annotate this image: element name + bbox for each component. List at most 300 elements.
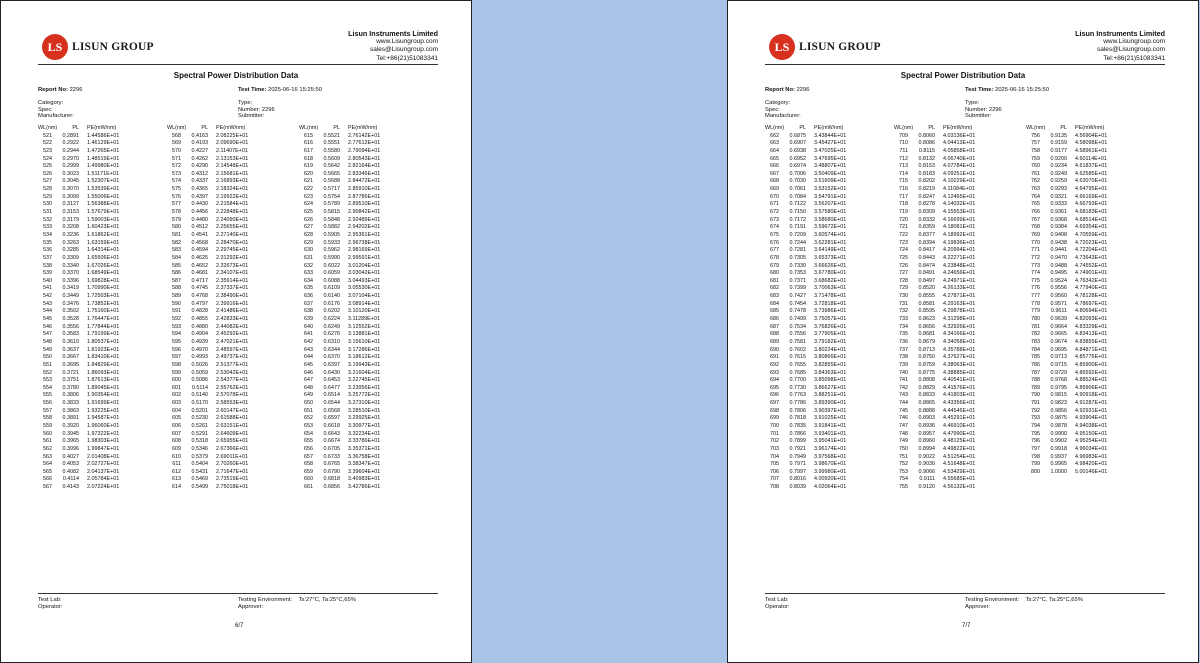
pl-cell: 0.7730 bbox=[789, 384, 806, 391]
data-row bbox=[1026, 232, 1143, 240]
wavelength-cell: 529 bbox=[43, 193, 52, 200]
data-row bbox=[894, 247, 1011, 255]
data-row bbox=[38, 148, 155, 156]
data-row bbox=[38, 156, 155, 164]
pl-cell: 0.4193 bbox=[191, 140, 208, 147]
wavelength-cell: 710 bbox=[899, 140, 908, 147]
data-row bbox=[299, 171, 416, 179]
pe-cell: 4.62585E+01 bbox=[1075, 170, 1108, 177]
pe-cell: 2.34107E+01 bbox=[216, 270, 249, 277]
pe-cell: 4.82093E+01 bbox=[1075, 316, 1108, 323]
data-row bbox=[894, 476, 1011, 484]
data-row bbox=[38, 370, 155, 378]
wavelength-cell: 539 bbox=[43, 270, 52, 277]
data-row bbox=[765, 431, 882, 439]
pe-cell: 2.53042E+01 bbox=[216, 369, 249, 376]
wavelength-cell: 570 bbox=[172, 147, 181, 154]
wavelength-cell: 717 bbox=[899, 193, 908, 200]
pl-cell: 0.8443 bbox=[918, 254, 935, 261]
wavelength-cell: 686 bbox=[770, 316, 779, 323]
pe-header: PE(mW/nm) bbox=[87, 125, 117, 131]
wavelength-cell: 540 bbox=[43, 277, 52, 284]
pe-cell: 1.63159E+01 bbox=[87, 239, 120, 246]
wavelength-cell: 655 bbox=[304, 438, 313, 445]
pl-cell: 0.9815 bbox=[1050, 392, 1067, 399]
pe-cell: 1.96060E+01 bbox=[87, 422, 120, 429]
pe-cell: 4.41803E+01 bbox=[943, 392, 976, 399]
data-row bbox=[765, 339, 882, 347]
pl-cell: 0.9878 bbox=[1050, 422, 1067, 429]
pe-cell: 2.94202E+01 bbox=[348, 224, 381, 231]
pl-cell: 0.3179 bbox=[62, 216, 79, 223]
wavelength-cell: 766 bbox=[1031, 209, 1040, 216]
pe-cell: 1.53539E+01 bbox=[87, 186, 120, 193]
pe-cell: 4.29878E+01 bbox=[943, 308, 976, 315]
pl-cell: 0.3153 bbox=[62, 209, 79, 216]
header-divider bbox=[765, 64, 1165, 65]
pl-cell: 0.4993 bbox=[191, 354, 208, 361]
wavelength-cell: 670 bbox=[770, 193, 779, 200]
pl-cell: 0.9441 bbox=[1050, 247, 1067, 254]
pe-cell: 2.21584E+01 bbox=[216, 201, 249, 208]
pe-cell: 1.69828E+01 bbox=[87, 277, 120, 284]
data-row bbox=[1026, 171, 1143, 179]
pe-cell: 3.17286E+01 bbox=[348, 346, 381, 353]
data-row bbox=[167, 171, 284, 179]
pl-cell: 0.6397 bbox=[323, 361, 340, 368]
data-row bbox=[167, 270, 284, 278]
report-meta-left bbox=[38, 87, 84, 120]
wavelength-cell: 537 bbox=[43, 254, 52, 261]
wavelength-cell: 613 bbox=[172, 476, 181, 483]
wavelength-cell: 752 bbox=[899, 461, 908, 468]
data-row bbox=[894, 408, 1011, 416]
wavelength-cell: 786 bbox=[1031, 361, 1040, 368]
wavelength-cell: 796 bbox=[1031, 438, 1040, 445]
data-row bbox=[1026, 415, 1143, 423]
data-row bbox=[894, 370, 1011, 378]
pe-cell: 4.06740E+01 bbox=[943, 155, 976, 162]
pe-cell: 3.68682E+01 bbox=[814, 277, 847, 284]
data-row bbox=[299, 178, 416, 186]
wavelength-cell: 675 bbox=[770, 231, 779, 238]
wavelength-cell: 794 bbox=[1031, 422, 1040, 429]
data-row bbox=[894, 377, 1011, 385]
pl-cell: 0.4163 bbox=[191, 132, 208, 139]
data-row bbox=[765, 301, 882, 309]
data-row bbox=[167, 240, 284, 248]
data-row bbox=[299, 484, 416, 492]
data-row bbox=[894, 316, 1011, 324]
data-row bbox=[299, 331, 416, 339]
data-row bbox=[167, 232, 284, 240]
submitter-label: Submitter: bbox=[965, 113, 992, 119]
data-row bbox=[38, 308, 155, 316]
pl-cell: 0.6875 bbox=[789, 132, 806, 139]
wavelength-cell: 531 bbox=[43, 209, 52, 216]
wavelength-cell: 649 bbox=[304, 392, 313, 399]
pe-cell: 3.85098E+01 bbox=[814, 377, 847, 384]
data-row bbox=[38, 400, 155, 408]
data-row bbox=[167, 209, 284, 217]
data-row bbox=[299, 186, 416, 194]
pl-cell: 0.7806 bbox=[789, 407, 806, 414]
data-row bbox=[167, 301, 284, 309]
pe-cell: 2.60147E+01 bbox=[216, 407, 249, 414]
pl-cell: 0.7499 bbox=[789, 316, 806, 323]
data-row bbox=[765, 415, 882, 423]
data-row bbox=[299, 423, 416, 431]
manufacturer-label: Manufacturer: bbox=[765, 113, 801, 119]
wavelength-cell: 757 bbox=[1031, 140, 1040, 147]
pl-cell: 0.8888 bbox=[918, 407, 935, 414]
wavelength-cell: 625 bbox=[304, 209, 313, 216]
wavelength-cell: 650 bbox=[304, 400, 313, 407]
wavelength-cell: 738 bbox=[899, 354, 908, 361]
pl-cell: 0.6597 bbox=[323, 415, 340, 422]
data-row bbox=[167, 392, 284, 400]
pe-cell: 4.69354E+01 bbox=[1075, 224, 1108, 231]
pl-cell: 0.8713 bbox=[918, 346, 935, 353]
pl-cell: 0.6176 bbox=[323, 300, 340, 307]
pl-cell: 0.8833 bbox=[918, 392, 935, 399]
pe-cell: 4.76342E+01 bbox=[1075, 277, 1108, 284]
wl-header: WL(nm) bbox=[1026, 125, 1046, 131]
pe-cell: 1.89045E+01 bbox=[87, 384, 120, 391]
data-row bbox=[167, 484, 284, 492]
pl-cell: 0.9902 bbox=[1050, 438, 1067, 445]
pe-cell: 1.98303E+01 bbox=[87, 438, 120, 445]
wavelength-cell: 584 bbox=[172, 254, 181, 261]
pl-cell: 0.6974 bbox=[789, 163, 806, 170]
wavelength-cell: 618 bbox=[304, 155, 313, 162]
data-row bbox=[167, 308, 284, 316]
wavelength-cell: 721 bbox=[899, 224, 908, 231]
pl-cell: 0.8219 bbox=[918, 186, 935, 193]
pe-cell: 2.80543E+01 bbox=[348, 155, 381, 162]
spd-column bbox=[167, 125, 284, 492]
test-lab-label: Test Lab: bbox=[765, 597, 789, 603]
pe-cell: 2.41486E+01 bbox=[216, 308, 249, 315]
pl-cell: 0.5086 bbox=[191, 377, 208, 384]
pe-cell: 4.85776E+01 bbox=[1075, 354, 1108, 361]
pl-cell: 0.7084 bbox=[789, 193, 806, 200]
pe-cell: 4.03136E+01 bbox=[943, 132, 976, 139]
wavelength-cell: 700 bbox=[770, 422, 779, 429]
wavelength-cell: 746 bbox=[899, 415, 908, 422]
company-tel: Tel:+86(21)51083341 bbox=[1103, 54, 1165, 62]
pe-cell: 3.75057E+01 bbox=[814, 316, 847, 323]
pe-cell: 4.58098E+01 bbox=[1075, 140, 1108, 147]
pl-cell: 0.5551 bbox=[323, 140, 340, 147]
data-row bbox=[1026, 308, 1143, 316]
data-row bbox=[1026, 461, 1143, 469]
wavelength-cell: 723 bbox=[899, 239, 908, 246]
data-row bbox=[167, 263, 284, 271]
data-row bbox=[765, 362, 882, 370]
pl-cell: 0.8132 bbox=[918, 155, 935, 162]
test-lab-label: Test Lab: bbox=[38, 597, 62, 603]
pe-cell: 4.56904E+01 bbox=[1075, 132, 1108, 139]
data-row bbox=[299, 148, 416, 156]
type-label: Type: bbox=[238, 100, 253, 106]
pl-cell: 0.7330 bbox=[789, 262, 806, 269]
company-name: Lisun Instruments Limited bbox=[1075, 29, 1165, 38]
pe-cell: 1.80537E+01 bbox=[87, 338, 120, 345]
pe-cell: 4.83329E+01 bbox=[1075, 323, 1108, 330]
spd-column bbox=[894, 125, 1011, 492]
wavelength-cell: 522 bbox=[43, 140, 52, 147]
data-row bbox=[894, 461, 1011, 469]
pe-cell: 4.74552E+01 bbox=[1075, 262, 1108, 269]
pe-cell: 2.11407E+01 bbox=[216, 147, 248, 154]
pl-cell: 0.2891 bbox=[62, 132, 79, 139]
data-row bbox=[299, 385, 416, 393]
wavelength-cell: 769 bbox=[1031, 231, 1040, 238]
pl-cell: 0.3637 bbox=[62, 346, 79, 353]
wavelength-cell: 697 bbox=[770, 400, 779, 407]
wavelength-cell: 759 bbox=[1031, 155, 1040, 162]
wavelength-cell: 598 bbox=[172, 361, 181, 368]
data-row bbox=[38, 278, 155, 286]
pl-cell: 0.3891 bbox=[62, 415, 79, 422]
wavelength-cell: 532 bbox=[43, 216, 52, 223]
pe-cell: 4.72023E+01 bbox=[1075, 239, 1108, 246]
pl-cell: 0.4365 bbox=[191, 186, 208, 193]
pe-cell: 3.89390E+01 bbox=[814, 400, 847, 407]
pl-cell: 0.7006 bbox=[789, 170, 806, 177]
pe-cell: 3.96174E+01 bbox=[814, 445, 847, 452]
pl-cell: 0.9111 bbox=[919, 476, 935, 483]
pe-cell: 3.54791E+01 bbox=[814, 193, 847, 200]
wavelength-cell: 727 bbox=[899, 270, 908, 277]
pe-cell: 2.37337E+01 bbox=[216, 285, 249, 292]
pl-cell: 0.9571 bbox=[1050, 300, 1067, 307]
pe-cell: 4.35788E+01 bbox=[943, 346, 976, 353]
wavelength-cell: 741 bbox=[899, 377, 908, 384]
company-info bbox=[348, 30, 438, 63]
wavelength-cell: 597 bbox=[172, 354, 181, 361]
wavelength-cell: 587 bbox=[172, 277, 181, 284]
wavelength-cell: 733 bbox=[899, 316, 908, 323]
pl-cell: 0.9713 bbox=[1050, 354, 1067, 361]
pl-cell: 0.9438 bbox=[1050, 239, 1067, 246]
data-row bbox=[1026, 316, 1143, 324]
pe-cell: 3.58680E+01 bbox=[814, 216, 847, 223]
pe-cell: 2.63151E+01 bbox=[216, 422, 249, 429]
pl-cell: 0.7478 bbox=[789, 308, 806, 315]
pe-cell: 2.69011E+01 bbox=[216, 453, 248, 460]
pe-cell: 4.86592E+01 bbox=[1075, 369, 1108, 376]
approver-label: Approver: bbox=[238, 604, 264, 610]
logo-icon: LS bbox=[769, 34, 795, 60]
pe-cell: 1.86093E+01 bbox=[87, 369, 120, 376]
wavelength-cell: 750 bbox=[899, 445, 908, 452]
data-row bbox=[167, 354, 284, 362]
pe-cell: 1.73852E+01 bbox=[87, 300, 120, 307]
wavelength-cell: 573 bbox=[172, 170, 181, 177]
pl-header: PL bbox=[1060, 125, 1067, 131]
pe-cell: 4.72204E+01 bbox=[1075, 247, 1108, 254]
pe-cell: 4.88524E+01 bbox=[1075, 377, 1108, 384]
operator-label: Operator: bbox=[765, 604, 790, 610]
logo-icon: LS bbox=[42, 34, 68, 60]
pl-cell: 0.6202 bbox=[323, 308, 340, 315]
pe-cell: 4.66169E+01 bbox=[1075, 193, 1108, 200]
data-row bbox=[1026, 163, 1143, 171]
pl-cell: 0.7305 bbox=[789, 254, 806, 261]
wavelength-cell: 788 bbox=[1031, 377, 1040, 384]
pe-cell: 3.47025E+01 bbox=[814, 147, 847, 154]
pl-cell: 0.4970 bbox=[191, 346, 208, 353]
data-row bbox=[38, 377, 155, 385]
pl-cell: 0.2922 bbox=[62, 140, 79, 147]
wavelength-cell: 559 bbox=[43, 422, 52, 429]
pl-cell: 0.3996 bbox=[62, 445, 79, 452]
data-row bbox=[1026, 217, 1143, 225]
wavelength-cell: 763 bbox=[1031, 186, 1040, 193]
pe-cell: 4.27871E+01 bbox=[943, 293, 976, 300]
pl-cell: 0.9715 bbox=[1050, 361, 1067, 368]
wavelength-cell: 535 bbox=[43, 239, 52, 246]
wavelength-cell: 783 bbox=[1031, 338, 1040, 345]
wavelength-cell: 695 bbox=[770, 384, 779, 391]
pl-cell: 0.6643 bbox=[323, 430, 340, 437]
pl-cell: 0.4828 bbox=[191, 308, 208, 315]
wavelength-cell: 607 bbox=[172, 430, 181, 437]
pl-cell: 0.3583 bbox=[62, 331, 79, 338]
data-row bbox=[299, 293, 416, 301]
wavelength-cell: 722 bbox=[899, 231, 908, 238]
pe-cell: 2.24090E+01 bbox=[216, 216, 249, 223]
data-row bbox=[1026, 263, 1143, 271]
pe-cell: 3.10120E+01 bbox=[348, 308, 381, 315]
pl-cell: 0.5665 bbox=[323, 170, 340, 177]
pl-cell: 0.3449 bbox=[62, 293, 79, 300]
pl-cell: 0.8247 bbox=[918, 193, 935, 200]
data-row bbox=[894, 423, 1011, 431]
wavelength-cell: 615 bbox=[304, 132, 313, 139]
data-row bbox=[167, 293, 284, 301]
data-row bbox=[1026, 423, 1143, 431]
data-row bbox=[299, 201, 416, 209]
pe-cell: 2.31292E+01 bbox=[216, 254, 249, 261]
wavelength-cell: 665 bbox=[770, 155, 779, 162]
pl-cell: 0.4745 bbox=[191, 285, 208, 292]
data-row bbox=[167, 148, 284, 156]
data-row bbox=[894, 178, 1011, 186]
wavelength-cell: 599 bbox=[172, 369, 181, 376]
data-row bbox=[765, 392, 882, 400]
wavelength-cell: 552 bbox=[43, 369, 52, 376]
wavelength-cell: 631 bbox=[304, 254, 313, 261]
pe-cell: 2.45292E+01 bbox=[216, 331, 249, 338]
pe-cell: 3.65373E+01 bbox=[814, 254, 847, 261]
wavelength-cell: 677 bbox=[770, 247, 779, 254]
manufacturer-label: Manufacturer: bbox=[38, 113, 74, 119]
data-row bbox=[765, 171, 882, 179]
wavelength-cell: 785 bbox=[1031, 354, 1040, 361]
data-row bbox=[894, 140, 1011, 148]
environment-value: Ts:27°C, Ta:25°C,65% bbox=[298, 597, 356, 603]
wavelength-cell: 523 bbox=[43, 147, 52, 154]
wavelength-cell: 719 bbox=[899, 209, 908, 216]
pl-cell: 0.4053 bbox=[62, 461, 79, 468]
pl-cell: 0.3236 bbox=[62, 231, 79, 238]
pe-cell: 2.14548E+01 bbox=[216, 163, 249, 170]
pe-cell: 1.67026E+01 bbox=[87, 262, 120, 269]
data-row bbox=[38, 217, 155, 225]
company-email: sales@Lisungroup.com bbox=[369, 46, 438, 54]
data-row bbox=[894, 331, 1011, 339]
pe-cell: 3.30977E+01 bbox=[348, 422, 381, 429]
pl-cell: 0.4512 bbox=[191, 224, 208, 231]
pe-cell: 2.22848E+01 bbox=[216, 209, 249, 216]
pl-cell: 0.9611 bbox=[1050, 308, 1067, 315]
data-row bbox=[299, 339, 416, 347]
pl-cell: 0.9674 bbox=[1050, 338, 1067, 345]
wavelength-cell: 735 bbox=[899, 331, 908, 338]
data-row bbox=[167, 370, 284, 378]
pl-cell: 0.3833 bbox=[62, 400, 79, 407]
column-header bbox=[765, 125, 882, 133]
wavelength-cell: 753 bbox=[899, 468, 908, 475]
data-row bbox=[894, 217, 1011, 225]
data-row bbox=[299, 438, 416, 446]
pl-cell: 0.7921 bbox=[789, 445, 806, 452]
pe-cell: 2.29745E+01 bbox=[216, 247, 249, 254]
pe-cell: 4.51254E+01 bbox=[943, 453, 976, 460]
wavelength-cell: 732 bbox=[899, 308, 908, 315]
data-row bbox=[167, 476, 284, 484]
wavelength-cell: 773 bbox=[1031, 262, 1040, 269]
environment-line bbox=[238, 597, 356, 604]
wavelength-cell: 661 bbox=[304, 484, 313, 491]
company-name: Lisun Instruments Limited bbox=[348, 29, 438, 38]
wavelength-cell: 622 bbox=[304, 186, 313, 193]
pl-cell: 0.8394 bbox=[918, 239, 935, 246]
data-row bbox=[765, 347, 882, 355]
pe-cell: 4.11084E+01 bbox=[943, 186, 975, 193]
wavelength-cell: 640 bbox=[304, 323, 313, 330]
pe-cell: 3.80224E+01 bbox=[814, 346, 847, 353]
pe-cell: 4.84871E+01 bbox=[1075, 346, 1108, 353]
data-row bbox=[894, 163, 1011, 171]
pl-cell: 0.2944 bbox=[62, 147, 79, 154]
data-row bbox=[299, 454, 416, 462]
pl-cell: 0.4397 bbox=[191, 193, 208, 200]
wavelength-cell: 708 bbox=[770, 484, 779, 491]
data-row bbox=[894, 285, 1011, 293]
wavelength-cell: 554 bbox=[43, 384, 52, 391]
pe-cell: 1.68549E+01 bbox=[87, 270, 120, 277]
pe-cell: 3.22745E+01 bbox=[348, 377, 381, 384]
data-row bbox=[765, 469, 882, 477]
pl-cell: 0.7427 bbox=[789, 293, 806, 300]
category-label: Category: bbox=[38, 100, 64, 106]
footer-left bbox=[765, 597, 790, 611]
column-header bbox=[299, 125, 416, 133]
spd-column bbox=[299, 125, 416, 492]
wavelength-cell: 594 bbox=[172, 331, 181, 338]
data-row bbox=[765, 324, 882, 332]
data-row bbox=[765, 224, 882, 232]
wavelength-cell: 586 bbox=[172, 270, 181, 277]
pl-cell: 0.6109 bbox=[323, 285, 340, 292]
pl-cell: 0.8555 bbox=[918, 293, 935, 300]
data-row bbox=[38, 408, 155, 416]
wavelength-cell: 608 bbox=[172, 438, 181, 445]
